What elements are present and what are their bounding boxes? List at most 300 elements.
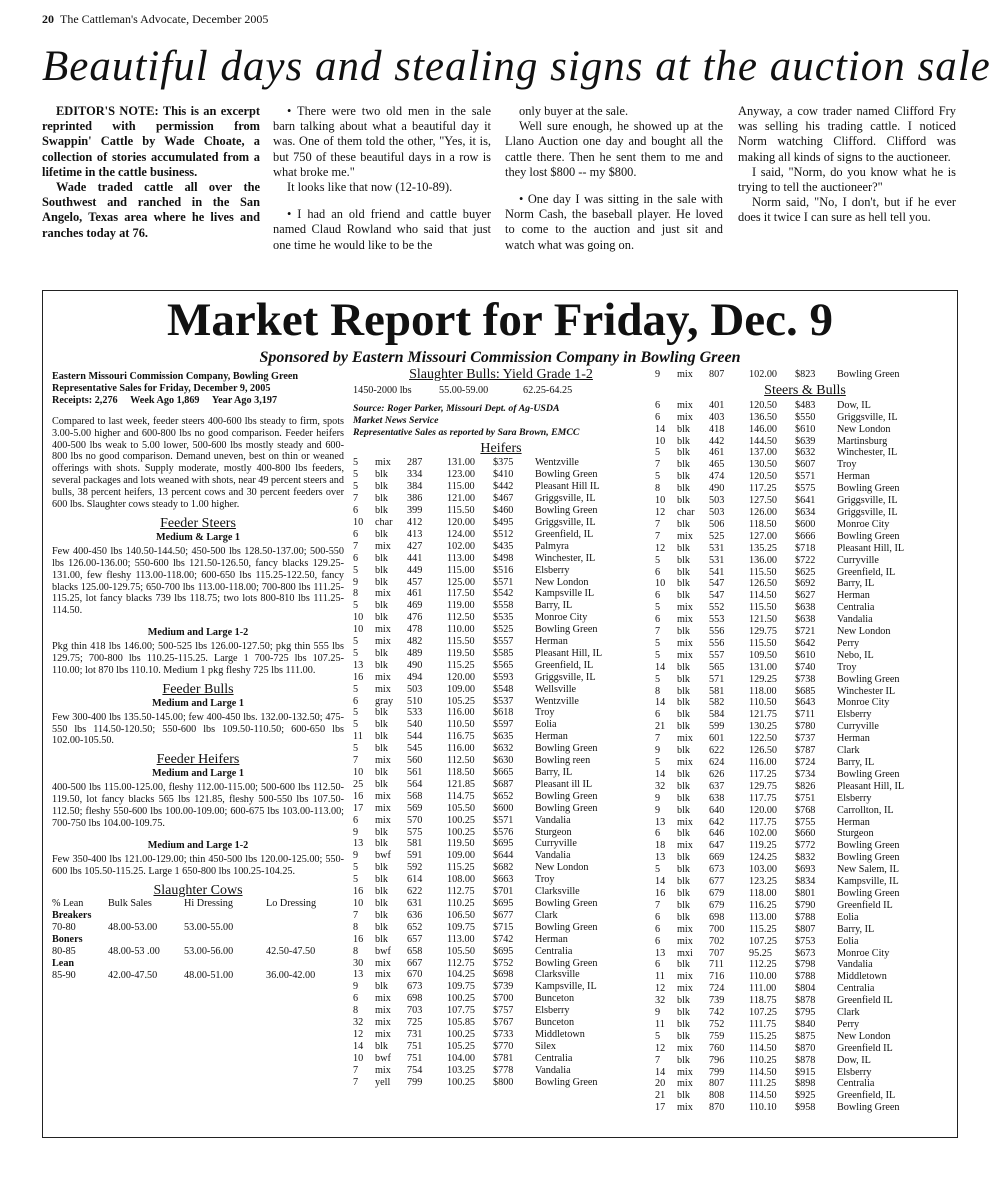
cell: 547 [709,590,725,602]
cell: 118.50 [447,767,475,778]
cell: 799 [407,1076,423,1088]
cell: blk [375,707,389,719]
cell: mix [375,993,391,1005]
table-row [353,577,649,589]
cell: 12 [655,542,666,554]
cell: 115.25 [749,1030,777,1042]
cell: 647 [709,840,725,852]
article-column-2 [273,104,491,253]
cell: blk [677,566,691,578]
cell: 119.50 [447,647,475,659]
cell: $739 [493,981,514,993]
cell: $435 [493,540,514,552]
cell: 120.00 [749,804,778,816]
table-row [655,590,955,602]
feeder-bulls-heading: Feeder Bulls [162,681,234,697]
sales-date-line: Representative Sales for Friday, December 9, 2005 [52,382,271,394]
feeder-steers-ml1-text: Few 400-450 lbs 140.50-144.50; 450-500 lbs 128.50-137.00; 500-550 lbs 126.00-136.00; 550-600 lbs 121.50-126.50, fancy blacks 129.25-131.00, few fleshy 113.00-118.00; 600-650 lbs 115.25-122.50, fancy blacks 125.00-129.75; 650-700 lbs 113.00-118.00; 700-800 lbs 111.25-115.25, lot fancy blacks 739 lbs 118.75; two lots 800-810 lbs 111.25-114.50. [52,545,344,617]
cell: 5 [353,874,359,886]
grade-heading: Medium and Large 1-2 [147,839,249,851]
cell: blk [375,600,389,612]
table-row [655,662,955,674]
table-row [655,697,955,709]
cell: 14 [655,876,666,888]
cell: Bowling Green [837,369,900,380]
cell: 700 [709,923,725,935]
cell: 14 [655,661,666,673]
cell: $733 [493,1028,514,1040]
cell: 870 [709,1102,725,1114]
cell: $571 [795,471,816,483]
cell: 575 [407,826,423,838]
cell: 490 [407,659,423,671]
cell: blk [375,659,389,671]
heifers-table [353,457,649,1088]
cell: $740 [795,661,816,673]
cell: $375 [493,457,514,469]
cell: Centralia [837,602,875,614]
cell: 503 [709,506,725,518]
cell: 112.50 [447,755,475,767]
cell: 8 [353,921,359,933]
cell: blk [677,828,691,840]
cell: $410 [493,469,514,481]
cell: 53.00-56.00 [184,946,234,958]
cell: 8 [655,483,661,495]
cell: 703 [407,1005,423,1017]
table-row [655,1067,955,1079]
cell: 129.75 [749,780,778,792]
cell: $751 [795,792,816,804]
table-row [353,1077,649,1089]
cell: 127.50 [749,495,778,507]
cell: mix [677,637,693,649]
cell: 130.50 [749,459,778,471]
cell: Herman [535,636,568,648]
table-row [655,983,955,995]
cell: 118.00 [749,685,777,697]
table-row [353,469,649,481]
cell: 5 [353,600,359,612]
cell: $618 [493,707,514,719]
cell: mix [375,671,391,683]
cell: 386 [407,493,423,505]
cell: Perry [837,1018,860,1030]
cell: 100.25 [447,814,476,826]
cell: 716 [709,971,725,983]
cell: $693 [795,864,816,876]
cell: 123.00 [447,469,476,481]
cell: Elsberry [837,709,872,721]
table-row [353,529,649,541]
cell: 115.50 [447,505,475,517]
table-row [655,995,955,1007]
grade-heading: Medium and Large 1 [152,697,244,709]
article-paragraph: It looks like that now (12-10-89). [287,180,453,195]
steers-column [655,369,955,1114]
cell: 7 [655,899,661,911]
table-row [353,981,649,993]
cell: 525 [709,530,725,542]
table-row [655,936,955,948]
cell: 111.00 [749,983,777,995]
cell: $687 [493,778,514,790]
cell: 5 [353,719,359,731]
cell: blk [375,862,389,874]
table-row [655,626,955,638]
cell: 6 [353,814,359,826]
cell: Eolia [837,911,859,923]
cell: 614 [407,874,423,886]
cell: 503 [709,495,725,507]
table-row [655,483,955,495]
table-row [353,541,649,553]
cell: Centralia [837,1078,875,1090]
cell: Greenfield IL [837,1042,893,1054]
cell: 553 [709,614,725,626]
cell: 8 [353,945,359,957]
cell: 135.25 [749,542,778,554]
cell: 120.50 [749,399,778,411]
cell: 30 [353,957,364,969]
cell: 16 [655,887,666,899]
cell: 6 [353,552,359,564]
cell: 531 [709,554,725,566]
cell: 742 [709,1007,725,1019]
cell: $660 [795,828,816,840]
cell: $682 [493,862,514,874]
cell: 638 [709,792,725,804]
cell: 110.10 [749,1102,777,1114]
cell: blk [375,909,389,921]
cell: 48.00-53 .00 [108,946,160,958]
cell: 6 [353,505,359,517]
cell: 8 [655,685,661,697]
source-line: Source: Roger Parker, Missouri Dept. of Ag-USDA [353,402,560,414]
table-row [353,743,649,755]
table-row [353,946,649,958]
cell: blk [677,709,691,721]
table-row [655,948,955,960]
cell: 669 [709,852,725,864]
cell: 111.75 [749,1018,777,1030]
cell: 571 [709,673,725,685]
cell: blk [375,647,389,659]
table-row [655,447,955,459]
cell: Bowling Green [535,743,598,755]
cell: $610 [795,423,816,435]
table-row [655,471,955,483]
cell: 32 [655,780,666,792]
cell: Dow, IL [837,1054,871,1066]
cell: 117.75 [749,792,777,804]
cell: 7 [353,493,359,505]
cell: 9 [655,369,661,380]
cell: 482 [407,636,423,648]
slaughter-cows-heading: Slaughter Cows [153,882,243,898]
cell: 510 [407,695,423,707]
table-row [353,958,649,970]
cell: 10 [353,516,364,528]
cell: $537 [493,695,514,707]
editors-note: EDITOR'S NOTE: This is an excerpt reprinted with permission from Swappin' Cattle by Wade Choate, a collection of stories accumulated from a lifetime in the cattle business. [42,104,260,179]
table-row [353,493,649,505]
cell: blk [375,731,389,743]
cell: 6 [655,959,661,971]
cell: $467 [493,493,514,505]
table-row [353,1041,649,1053]
table-row [655,638,955,650]
cell: $635 [493,731,514,743]
cell: 118.00 [749,887,777,899]
table-row [655,900,955,912]
cell: 673 [407,981,423,993]
cell: 116.75 [447,731,475,743]
cell: 7 [655,518,661,530]
cell: 5 [353,683,359,695]
cell: 7 [655,530,661,542]
cell: Greenfield, IL [837,566,896,578]
cell: Bunceton [535,1017,575,1029]
cell: Vandalia [837,614,873,626]
table-row [655,686,955,698]
cell: blk [677,780,691,792]
cell: 10 [353,767,364,778]
cell: 287 [407,457,423,469]
table-row [353,969,649,981]
cell: 698 [709,911,725,923]
cell: Bowling Green [535,624,598,636]
market-report-box [42,290,958,1138]
cell: Herman [535,731,568,743]
cell: blk [375,778,389,790]
cell: Elsberry [535,564,570,576]
cell: mix [375,683,391,695]
cell: blk [375,469,389,481]
cell: 100.25 [447,1028,476,1040]
heifers-column [353,369,649,1088]
cell: Barry, IL [535,600,573,612]
table-row [655,459,955,471]
cow-group-label: Boners [52,934,83,946]
cell: 9 [655,792,661,804]
table-row [655,959,955,971]
table-row [655,614,955,626]
cell: 80-85 [52,946,76,958]
cell: Silex [535,1040,556,1052]
cell: Bowling Green [535,469,598,481]
cell: 9 [353,826,359,838]
cell: Vandalia [535,850,571,862]
cell: 5 [353,469,359,481]
cell: 124.00 [447,528,476,540]
cell: mix [677,1042,693,1054]
cell: 457 [407,576,423,588]
heifers-heading: Heifers [480,440,522,456]
cell: mix [677,971,693,983]
cell: 5 [353,743,359,755]
cell: 702 [709,935,725,947]
cell: Centralia [837,983,875,995]
cell: $548 [493,683,514,695]
table-row [353,553,649,565]
cell: 506 [709,518,725,530]
cell: 106.50 [447,909,476,921]
cell: Herman [837,733,870,745]
cell: $755 [795,816,816,828]
cell: 127.00 [749,530,778,542]
cell: 9 [353,576,359,588]
table-row [655,650,955,662]
cell: 16 [353,933,364,945]
cell: mix [677,614,693,626]
cell: $600 [493,802,514,814]
cell: 112.75 [447,957,475,969]
cell: $642 [795,637,816,649]
cell: $711 [795,709,815,721]
cell: blk [677,626,691,638]
cell: mix [677,411,693,423]
article-column-4 [738,104,956,226]
cell: 442 [709,435,725,447]
cell: 115.00 [447,481,475,493]
cell: $692 [795,578,816,590]
cell: Greenfield IL [837,899,893,911]
cell: 413 [407,528,423,540]
cell: 13 [655,816,666,828]
table-row [353,874,649,886]
cell: Troy [837,661,857,673]
cell: blk [375,576,389,588]
cell: $460 [493,505,514,517]
cell: 418 [709,423,725,435]
cell: blk [677,423,691,435]
cell: Barry, IL [837,578,875,590]
cell: 14 [655,697,666,709]
cell: Elsberry [837,792,872,804]
cell: mix [375,957,391,969]
cell: 5 [353,636,359,648]
cell: 5 [353,481,359,493]
cell: 11 [655,971,665,983]
cell: 10 [655,578,666,590]
cell: 544 [407,731,423,743]
cell: 441 [407,552,423,564]
cell: 12 [655,1042,666,1054]
cell: $781 [493,1052,514,1064]
cell: Winchester IL [837,685,896,697]
cell: New London [535,862,589,874]
cell: $666 [795,530,816,542]
cell: 10 [353,1052,364,1064]
cell: 652 [407,921,423,933]
table-row [655,852,955,864]
cell: blk [375,552,389,564]
cell: 112.50 [447,612,475,624]
cell: 7 [655,1054,661,1066]
cell: blk [677,1018,691,1030]
cell: 751 [407,1052,423,1064]
cell: $721 [795,626,816,638]
cell: 112.75 [447,886,475,898]
cell: 11 [655,1018,665,1030]
table-row [655,864,955,876]
cell: Bowling Green [535,802,598,814]
cell: blk [677,887,691,899]
cell: Griggsville, IL [837,411,898,423]
cell: 7 [353,1064,359,1076]
table-row [655,400,955,412]
cell: 114.75 [447,790,475,802]
cell: mix [375,1005,391,1017]
cell: Barry, IL [837,757,875,768]
cell: 11 [353,731,363,743]
cell: 116.25 [749,899,777,911]
cell: Bowling Green [535,897,598,909]
cell: blk [677,721,691,733]
table-row [353,624,649,636]
cell: $772 [795,840,816,852]
cell: $801 [795,887,816,899]
cell: 118.50 [749,518,777,530]
cell: mix [375,457,391,469]
cell: 8 [353,588,359,600]
cell: 601 [709,733,725,745]
cell: 622 [709,745,725,757]
cell: Perry [837,637,860,649]
cell: 427 [407,540,423,552]
cell: 10 [353,624,364,636]
cell: mix [677,369,693,380]
cell: 476 [407,612,423,624]
table-row [655,674,955,686]
table-row [353,731,649,743]
cell: New London [837,423,891,435]
cell: 9 [353,850,359,862]
cell: 120.00 [447,516,476,528]
cell: $898 [795,1078,816,1090]
cell: mix [375,624,391,636]
table-row [353,588,649,600]
cell: 6 [655,590,661,602]
cell: 6 [655,935,661,947]
cell: Bowling Green [837,768,900,780]
cell: 115.25 [447,862,475,874]
article-paragraph: Well sure enough, he showed up at the Llano Auction one day and bought all the cattle there. Then he sent them to me and they lost $800 -- my $800. [505,119,723,179]
cell: 62.25-64.25 [523,384,573,396]
cell: $685 [795,685,816,697]
cell: 556 [709,626,725,638]
cell: 552 [709,602,725,614]
cell: 108.00 [447,874,476,886]
cell: 6 [655,709,661,721]
cell: 14 [353,1040,364,1052]
cell: blk [375,826,389,838]
table-row [353,672,649,684]
cell: 12 [353,1028,364,1040]
table-row [655,745,955,757]
table-row [353,827,649,839]
cell: 6 [353,695,359,707]
cell: blk [375,838,389,850]
cell: 1450-2000 lbs [353,384,412,396]
cell: 115.50 [447,636,475,648]
cell: 103.00 [749,864,778,876]
cell: $585 [493,647,514,659]
cell: Nebo, IL [837,649,874,661]
cell: bwf [375,1052,391,1064]
cell: Griggsville, IL [837,506,898,518]
